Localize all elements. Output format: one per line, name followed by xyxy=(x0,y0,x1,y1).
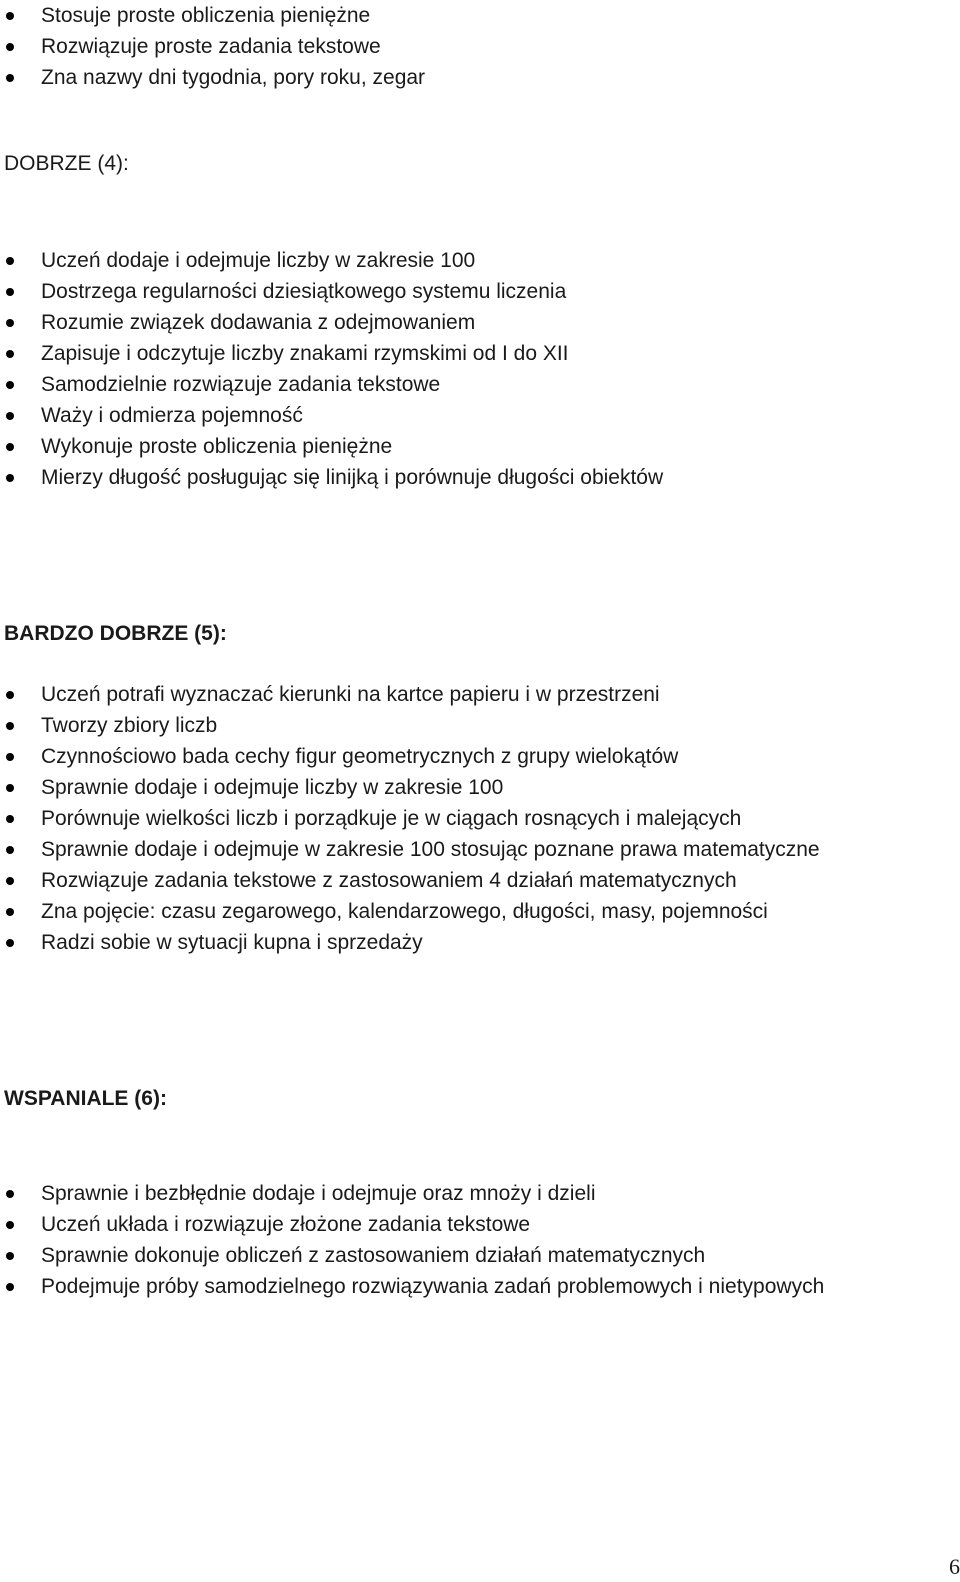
bullet-icon xyxy=(6,1252,14,1260)
bullet-icon xyxy=(6,722,14,730)
list-item xyxy=(0,400,960,431)
list-item xyxy=(0,431,960,462)
bullet-icon xyxy=(6,474,14,482)
list-item xyxy=(0,31,960,62)
bullet-list xyxy=(0,679,960,958)
list-item xyxy=(0,245,960,276)
section-heading: BARDZO DOBRZE (5): xyxy=(4,622,227,645)
section-heading: DOBRZE (4): xyxy=(4,152,129,175)
list-item xyxy=(0,741,960,772)
bullet-icon xyxy=(6,74,14,82)
list-item xyxy=(0,276,960,307)
list-item xyxy=(0,865,960,896)
list-item-text: Uczeń dodaje i odejmuje liczby w zakresie 100 xyxy=(41,249,476,272)
bullet-icon xyxy=(6,443,14,451)
bullet-icon xyxy=(6,12,14,20)
list-item xyxy=(0,369,960,400)
list-item xyxy=(0,0,960,31)
bullet-icon xyxy=(6,784,14,792)
list-item xyxy=(0,1240,960,1271)
list-item-text: Tworzy zbiory liczb xyxy=(41,714,218,737)
list-item-text: Czynnościowo bada cechy figur geometrycznych z grupy wielokątów xyxy=(41,745,679,768)
list-item xyxy=(0,462,960,493)
list-item-text: Rozumie związek dodawania z odejmowaniem xyxy=(41,311,476,334)
bullet-icon xyxy=(6,908,14,916)
list-item-text: Radzi sobie w sytuacji kupna i sprzedaży xyxy=(41,931,423,954)
bullet-icon xyxy=(6,939,14,947)
list-item-text: Waży i odmierza pojemność xyxy=(41,404,303,427)
list-item xyxy=(0,927,960,958)
bullet-list xyxy=(0,1178,960,1302)
list-item-text: Sprawnie dodaje i odejmuje liczby w zakresie 100 xyxy=(41,776,504,799)
list-item xyxy=(0,1178,960,1209)
list-item-text: Porównuje wielkości liczb i porządkuje je w ciągach rosnących i malejących xyxy=(41,807,742,830)
list-item-text: Samodzielnie rozwiązuje zadania tekstowe xyxy=(41,373,441,396)
list-item xyxy=(0,338,960,369)
bullet-icon xyxy=(6,1190,14,1198)
section-heading: WSPANIALE (6): xyxy=(4,1087,167,1110)
bullet-icon xyxy=(6,877,14,885)
bullet-list xyxy=(0,0,960,93)
list-item-text: Sprawnie dodaje i odejmuje w zakresie 100 stosując poznane prawa matematyczne xyxy=(41,838,820,861)
bullet-icon xyxy=(6,1283,14,1291)
list-item xyxy=(0,1209,960,1240)
bullet-icon xyxy=(6,381,14,389)
list-item xyxy=(0,62,960,93)
bullet-list xyxy=(0,245,960,493)
list-item-text: Zapisuje i odczytuje liczby znakami rzymskimi od I do XII xyxy=(41,342,569,365)
list-item xyxy=(0,896,960,927)
bullet-icon xyxy=(6,412,14,420)
list-item-text: Sprawnie i bezbłędnie dodaje i odejmuje oraz mnoży i dzieli xyxy=(41,1182,596,1205)
bullet-icon xyxy=(6,257,14,265)
bullet-icon xyxy=(6,43,14,51)
list-item-text: Wykonuje proste obliczenia pieniężne xyxy=(41,435,393,458)
list-item-text: Zna nazwy dni tygodnia, pory roku, zegar xyxy=(41,66,426,89)
list-item xyxy=(0,1271,960,1302)
list-item xyxy=(0,679,960,710)
bullet-icon xyxy=(6,846,14,854)
list-item xyxy=(0,710,960,741)
list-item xyxy=(0,803,960,834)
list-item-text: Uczeń układa i rozwiązuje złożone zadania tekstowe xyxy=(41,1213,531,1236)
bullet-icon xyxy=(6,319,14,327)
bullet-icon xyxy=(6,815,14,823)
list-item-text: Rozwiązuje proste zadania tekstowe xyxy=(41,35,381,58)
bullet-icon xyxy=(6,691,14,699)
list-item-text: Zna pojęcie: czasu zegarowego, kalendarzowego, długości, masy, pojemności xyxy=(41,900,768,923)
list-item-text: Rozwiązuje zadania tekstowe z zastosowaniem 4 działań matematycznych xyxy=(41,869,737,892)
list-item-text: Mierzy długość posługując się linijką i porównuje długości obiektów xyxy=(41,466,664,489)
list-item xyxy=(0,834,960,865)
bullet-icon xyxy=(6,1221,14,1229)
list-item-text: Stosuje proste obliczenia pieniężne xyxy=(41,4,371,27)
page-number: 6 xyxy=(949,1554,960,1579)
bullet-icon xyxy=(6,753,14,761)
bullet-icon xyxy=(6,288,14,296)
list-item xyxy=(0,307,960,338)
list-item-text: Uczeń potrafi wyznaczać kierunki na kartce papieru i w przestrzeni xyxy=(41,683,660,706)
list-item xyxy=(0,772,960,803)
list-item-text: Podejmuje próby samodzielnego rozwiązywania zadań problemowych i nietypowych xyxy=(41,1275,825,1298)
list-item-text: Dostrzega regularności dziesiątkowego systemu liczenia xyxy=(41,280,567,303)
bullet-icon xyxy=(6,350,14,358)
list-item-text: Sprawnie dokonuje obliczeń z zastosowaniem działań matematycznych xyxy=(41,1244,706,1267)
